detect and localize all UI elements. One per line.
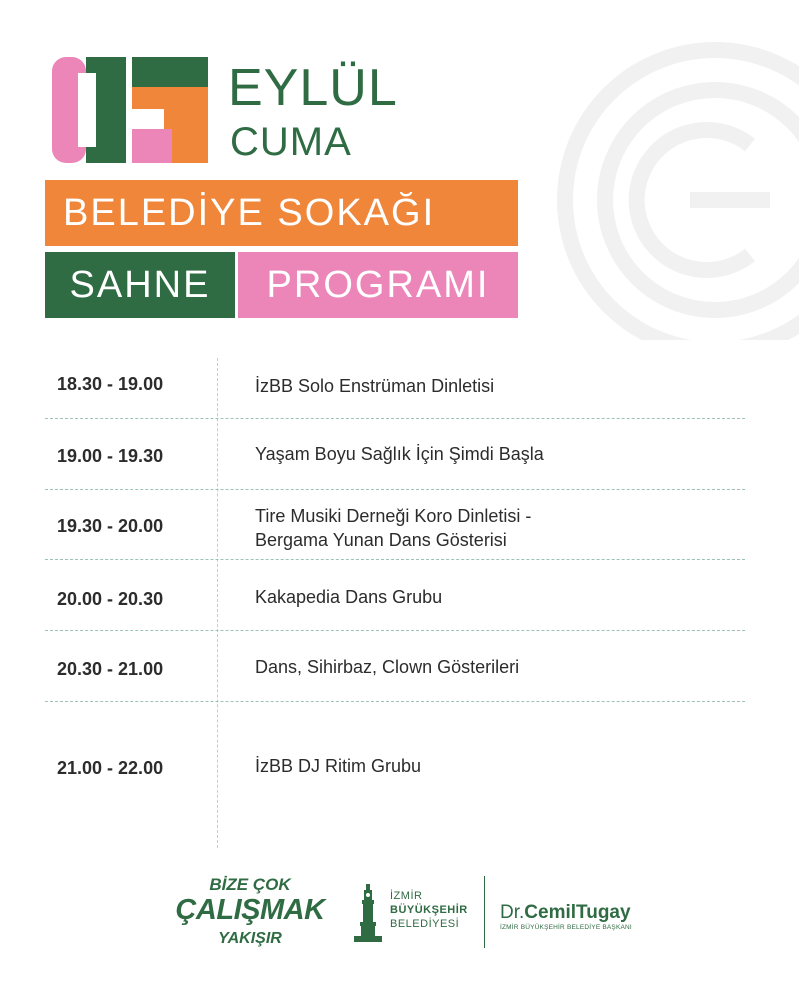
schedule-time: 18.30 - 19.00: [57, 374, 164, 394]
title-banner-sahne: SAHNE: [45, 252, 235, 318]
izmir-line2: BÜYÜKŞEHİR: [390, 904, 468, 916]
day-number-graphic: [52, 57, 208, 163]
watermark-logo-icon: [540, 40, 799, 340]
schedule-time: 19.00 - 19.30: [57, 446, 164, 466]
title-banner-programi: PROGRAMI: [238, 252, 518, 318]
row-divider: [45, 630, 745, 631]
title-banner-line1: BELEDİYE SOKAĞI: [45, 180, 518, 246]
schedule-time: 20.00 - 20.30: [57, 589, 164, 609]
slogan-line2: ÇALIŞMAK: [175, 894, 325, 926]
schedule-event-line2: Bergama Yunan Dans Gösterisi: [255, 530, 507, 550]
schedule-event-line1: Tire Musiki Derneği Koro Dinletisi -: [255, 506, 532, 526]
row-divider: [45, 418, 745, 419]
izmir-line3: BELEDİYESİ: [390, 918, 460, 930]
mayor-title: İZMİR BÜYÜKŞEHİR BELEDİYE BAŞKANI: [500, 924, 632, 931]
schedule-event: Dans, Sihirbaz, Clown Gösterileri: [255, 657, 520, 677]
schedule-time: 21.00 - 22.00: [57, 758, 164, 778]
schedule-table: [45, 348, 745, 848]
schedule-time: 19.30 - 20.00: [57, 516, 164, 536]
schedule-event: İzBB DJ Ritim Grubu: [255, 756, 422, 776]
digit-five-hook: [132, 129, 172, 163]
izmir-municipality-logo: [352, 878, 472, 948]
schedule-event: Yaşam Boyu Sağlık İçin Şimdi Başla: [255, 444, 544, 464]
schedule-event: Kakapedia Dans Grubu: [255, 587, 443, 607]
row-divider: [45, 701, 745, 702]
month-label: EYLÜL: [228, 59, 398, 117]
mayor-surname: CemilTugay: [524, 902, 631, 923]
slogan-line1: BİZE ÇOK: [209, 875, 291, 894]
schedule-column-divider: [217, 358, 218, 848]
digit-five-mid: [132, 87, 208, 109]
footer-separator: [484, 876, 485, 948]
schedule-event: İzBB Solo Enstrüman Dinletisi: [255, 376, 495, 396]
mayor-name: [500, 903, 631, 922]
row-divider: [45, 559, 745, 560]
slogan-line3: YAKIŞIR: [218, 930, 282, 947]
mayor-prefix: Dr.: [500, 902, 525, 923]
row-divider: [45, 489, 745, 490]
schedule-time: 20.30 - 21.00: [57, 659, 164, 679]
weekday-label: CUMA: [230, 120, 352, 164]
slogan-logo: [165, 868, 335, 956]
clock-tower-icon: [352, 884, 384, 942]
izmir-line1: İZMİR: [390, 890, 423, 902]
